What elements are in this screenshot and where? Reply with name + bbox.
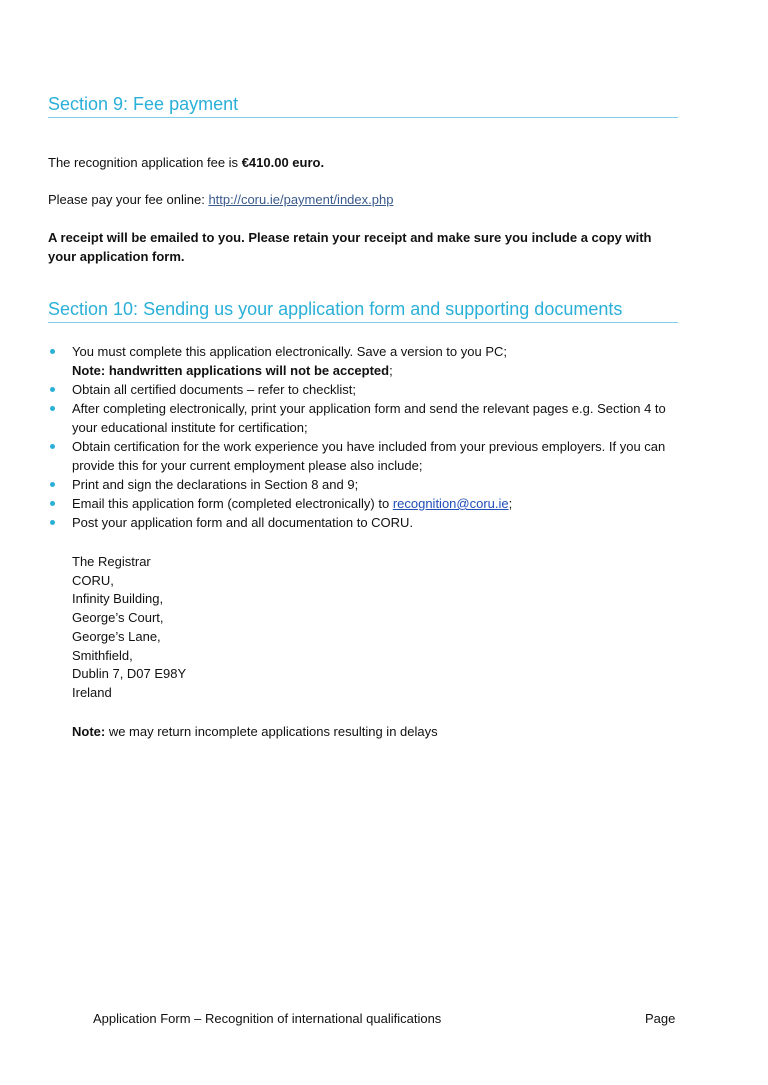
handwritten-note-end: ; (389, 363, 393, 378)
list-item-text: Post your application form and all documentation to CORU. (72, 515, 414, 530)
bullet-icon (50, 520, 55, 525)
fee-amount: €410.00 euro. (241, 155, 325, 170)
list-item-text: Print and sign the declarations in Section 8 and 9; (72, 477, 359, 492)
bullet-icon (50, 482, 55, 487)
address-line: George’s Court, (72, 610, 164, 626)
postal-address (72, 553, 186, 703)
list-item-text: You must complete this application electronically. Save a version to you PC; (72, 344, 508, 359)
list-item (48, 342, 678, 380)
handwritten-note: Note: handwritten applications will not be accepted (72, 363, 390, 378)
address-line: CORU, (72, 572, 114, 588)
list-item (48, 475, 678, 494)
bullet-icon (50, 444, 55, 449)
list-item-text: Email this application form (completed electronically) to (72, 496, 393, 511)
address-line: Infinity Building, (72, 591, 164, 607)
bullet-icon (50, 406, 55, 411)
list-item-text: Obtain certification for the work experience you have included from your previous employers. If you can provide this for your current employment please also include; (72, 439, 666, 473)
section-10-heading: Section 10: Sending us your application form and supporting documents (48, 298, 678, 323)
receipt-note: A receipt will be emailed to you. Please retain your receipt and make sure you include a copy with your application form. (48, 230, 652, 264)
list-item (48, 399, 678, 437)
address-line: George’s Lane, (72, 628, 161, 644)
bullet-icon (50, 387, 55, 392)
footer-title: Application Form – Recognition of international qualifications (93, 1011, 442, 1026)
instructions-list (48, 342, 678, 532)
bullet-icon (50, 349, 55, 354)
list-item (48, 513, 678, 532)
bullet-icon (50, 501, 55, 506)
list-item-text: After completing electronically, print your application form and send the relevant pages e.g. Section 4 to your educational institute for certification; (72, 401, 666, 435)
section-9-heading: Section 9: Fee payment (48, 93, 678, 118)
fee-paragraph (48, 153, 678, 172)
incomplete-applications-note (72, 722, 438, 741)
pay-paragraph (48, 190, 678, 209)
email-link[interactable]: recognition@coru.ie (392, 496, 509, 511)
address-line: Dublin 7, D07 E98Y (72, 666, 187, 682)
address-line: Ireland (72, 684, 112, 700)
pay-prefix: Please pay your fee online: (48, 192, 209, 207)
list-item (48, 494, 678, 513)
list-item (48, 437, 678, 475)
address-line: The Registrar (72, 554, 151, 569)
address-line: Smithfield, (72, 647, 133, 663)
list-item-suffix: ; (508, 496, 513, 511)
footer-page-label: Page (645, 1011, 676, 1026)
payment-link[interactable]: http://coru.ie/payment/index.php (208, 192, 394, 207)
note-text: we may return incomplete applications resulting in delays (105, 724, 438, 739)
list-item-text: Obtain all certified documents – refer to checklist; (72, 382, 356, 397)
note-label: Note: (72, 724, 106, 739)
list-item (48, 380, 678, 399)
fee-prefix: The recognition application fee is (48, 155, 242, 170)
